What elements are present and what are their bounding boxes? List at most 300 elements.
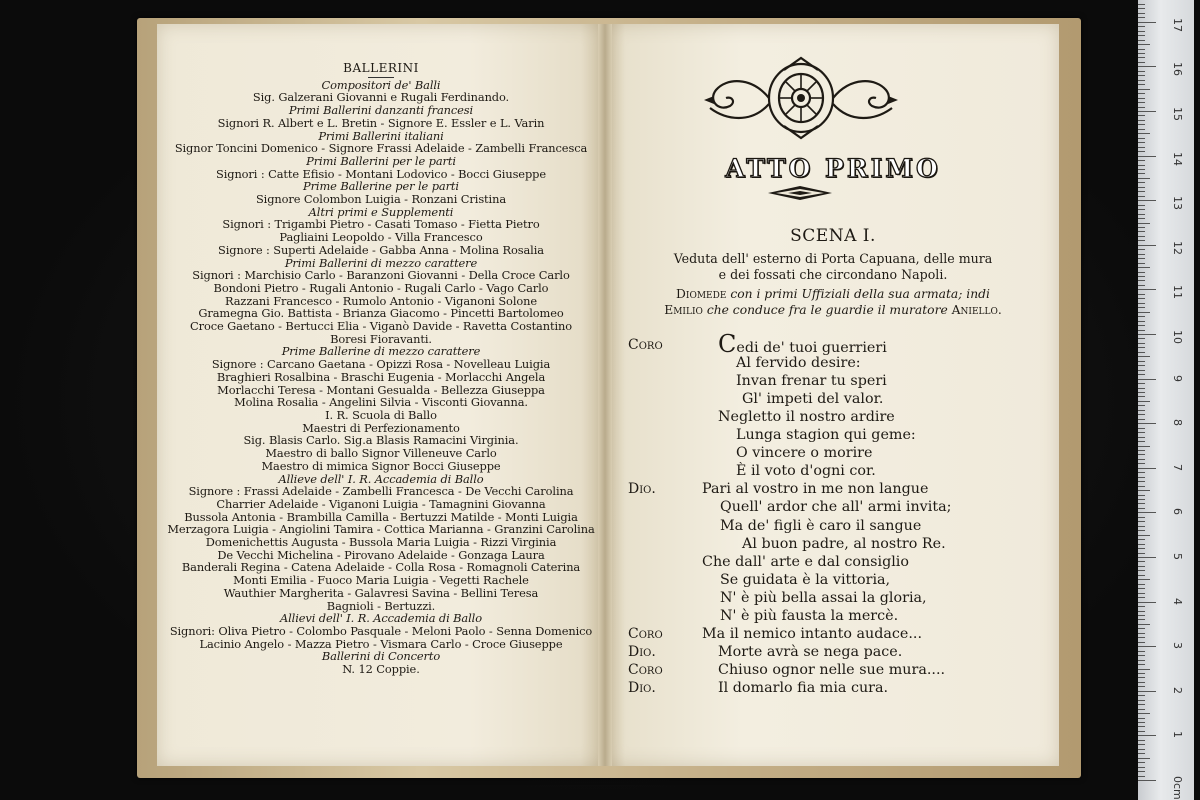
ruler-tick [1138, 588, 1145, 589]
ruler-tick [1138, 111, 1156, 112]
ruler-tick [1138, 566, 1145, 567]
speaker-label: Dio. [628, 481, 656, 498]
verse-text [720, 518, 921, 534]
verse-line: Che dall' arte e dal consiglio [702, 553, 909, 570]
ruler-tick [1138, 338, 1145, 339]
verse-text [718, 644, 902, 660]
ruler-tick [1138, 731, 1145, 732]
ruler-tick [1138, 200, 1156, 201]
ruler-tick [1138, 187, 1145, 188]
ruler-tick [1138, 463, 1145, 464]
ruler-tick [1138, 539, 1145, 540]
ruler-tick [1138, 428, 1145, 429]
stage-text: che conduce fra le guardie il muratore [706, 302, 948, 317]
stage-line [610, 287, 1056, 303]
ruler-tick [1138, 459, 1145, 460]
ballerini-line: Bagnioli - Bertuzzi. [326, 598, 436, 613]
dialogue-line [610, 330, 1050, 358]
ruler-tick [1138, 147, 1145, 148]
ruler-label: 9 [1171, 374, 1184, 382]
ruler-tick [1138, 66, 1156, 67]
ruler-tick [1138, 31, 1145, 32]
ruler-tick [1138, 619, 1145, 620]
ballerini-line: Signor Toncini Domenico - Signore Frassi Adelaide - Zambelli Francesca [174, 141, 588, 156]
ruler-tick [1138, 521, 1145, 522]
ruler-label: 15 [1171, 107, 1184, 121]
ruler-tick [1138, 388, 1145, 389]
verse-line: N' è più fausta la mercè. [720, 607, 899, 624]
ruler-label: 16 [1171, 62, 1184, 77]
ruler-tick [1138, 660, 1145, 661]
verse-text [718, 330, 887, 358]
dialogue-line [610, 644, 1050, 662]
ballerini-line: Altri primi e Supplementi [308, 204, 454, 219]
ruler-tick [1138, 490, 1150, 491]
ballerini-line: Croce Gaetano - Bertucci Elia - Viganò Davide - Ravetta Costantino [189, 319, 573, 334]
ruler-tick [1138, 334, 1156, 335]
ballerini-line: Braghieri Rosalbina - Braschi Eugenia - Morlacchi Angela [216, 369, 546, 384]
ruler-tick [1138, 472, 1145, 473]
ruler-tick [1138, 191, 1145, 192]
verse-text [736, 463, 876, 479]
ruler-tick [1138, 245, 1156, 246]
ruler-tick [1138, 410, 1145, 411]
ruler-tick [1138, 735, 1156, 736]
ruler-tick [1138, 142, 1145, 143]
dialogue-line [610, 518, 1050, 536]
speaker-label: Coro [628, 661, 663, 678]
ruler-tick [1138, 13, 1145, 14]
ballerini-line: Sig. Blasis Carlo. Sig.a Blasis Ramacini Virginia. [243, 433, 519, 448]
ruler-tick [1138, 762, 1145, 763]
ballerini-line: Primi Ballerini italiani [318, 128, 444, 143]
ruler-tick [1138, 263, 1145, 264]
ruler-tick [1138, 71, 1145, 72]
dialogue-line [610, 391, 1050, 409]
ruler-tick [1138, 414, 1145, 415]
ballerini-line: Banderali Regina - Catena Adelaide - Colla Rosa - Romagnoli Caterina [181, 560, 581, 575]
ballerini-line: Allievi dell' I. R. Accademia di Ballo [280, 611, 482, 626]
ruler-tick [1138, 249, 1145, 250]
ballerini-line: Sig. Galzerani Giovanni e Rugali Ferdinando. [252, 90, 510, 105]
ruler-tick [1138, 214, 1145, 215]
ruler-label: 12 [1171, 240, 1184, 255]
ballerini-line: Maestro di ballo Signor Villeneuve Carlo [265, 446, 497, 461]
ruler-tick [1138, 553, 1145, 554]
ruler-tick [1138, 579, 1150, 580]
ruler-tick [1138, 129, 1145, 130]
speaker-label: Dio. [628, 643, 656, 660]
verse-line: Se guidata è la vittoria, [720, 571, 891, 588]
ruler-tick [1138, 441, 1145, 442]
ruler-tick [1138, 446, 1150, 447]
ballerini-line: Boresi Fioravanti. [330, 331, 432, 346]
ballerini-line: N. 12 Coppie. [342, 662, 420, 677]
drop-cap: C [718, 330, 737, 358]
ruler-tick [1138, 655, 1145, 656]
ruler-tick [1138, 628, 1145, 629]
ruler-tick [1138, 700, 1145, 701]
ruler-tick [1138, 726, 1145, 727]
ballerini-line: Lacinio Angelo - Mazza Pietro - Vismara Carlo - Croce Giuseppe [199, 636, 563, 651]
ruler-tick [1138, 544, 1145, 545]
ruler-tick [1138, 454, 1145, 455]
ballerini-line: Razzani Francesco - Rumolo Antonio - Viganoni Solone [225, 293, 537, 308]
ruler-tick [1138, 423, 1156, 424]
ruler-tick [1138, 236, 1145, 237]
ruler-tick [1138, 526, 1145, 527]
ruler-tick [1138, 4, 1145, 5]
ruler-tick [1138, 396, 1145, 397]
ballerini-line: Compositori de' Balli [321, 77, 441, 92]
ruler-tick [1138, 276, 1145, 277]
ruler-tick [1138, 718, 1145, 719]
ruler-tick [1138, 713, 1150, 714]
ruler-tick [1138, 615, 1145, 616]
ruler-tick [1138, 231, 1145, 232]
act-title: ATTO PRIMO [725, 154, 941, 183]
ballerini-line: Primi Ballerini per le parti [306, 153, 456, 168]
character-name: Diomede [676, 287, 727, 301]
dialogue-line [610, 481, 1050, 499]
ruler-tick [1138, 722, 1145, 723]
ballerini-line: Gramegna Gio. Battista - Brianza Giacomo - Pincetti Bartolomeo [198, 306, 564, 321]
ruler-tick [1138, 205, 1145, 206]
ruler-label: 5 [1171, 553, 1184, 560]
ruler-tick [1138, 165, 1145, 166]
ruler-tick [1138, 611, 1145, 612]
dialogue-line [610, 409, 1050, 427]
ruler-tick [1138, 115, 1145, 116]
ruler-tick [1138, 218, 1145, 219]
ruler-tick [1138, 35, 1145, 36]
ruler-tick [1138, 22, 1156, 23]
dialogue-line [610, 427, 1050, 445]
dialogue-line [610, 590, 1050, 608]
ruler-tick [1138, 758, 1150, 759]
ruler-tick [1138, 227, 1145, 228]
verse-text [736, 427, 916, 443]
ruler-tick [1138, 84, 1145, 85]
ruler-label: 11 [1171, 285, 1184, 300]
ruler-tick [1138, 584, 1145, 585]
ruler-tick [1138, 780, 1156, 781]
ruler-tick [1138, 691, 1156, 692]
ballerini-line: Allieve dell' I. R. Accademia di Ballo [278, 471, 484, 486]
ruler-tick [1138, 107, 1145, 108]
ruler-tick [1138, 499, 1145, 500]
ruler-tick [1138, 593, 1145, 594]
ruler-label: 7 [1171, 463, 1184, 471]
ruler-tick [1138, 575, 1145, 576]
ruler-tick [1138, 347, 1145, 348]
ruler-tick [1138, 468, 1156, 469]
ballerini-line: I. R. Scuola di Ballo [325, 407, 437, 422]
ruler-label: 14 [1171, 151, 1184, 166]
ruler-tick [1138, 321, 1145, 322]
ruler-tick [1138, 517, 1145, 518]
ballerini-line: Prime Ballerine per le parti [303, 179, 459, 194]
ballerini-line: Merzagora Luigia - Angiolini Tamira - Cottica Marianna - Granzini Carolina [167, 522, 595, 537]
ballerini-line: Signori R. Albert e L. Bretin - Signore E. Essler e L. Varin [217, 115, 545, 130]
verse-line: Lunga stagion qui geme: [736, 427, 916, 444]
verse-text [720, 499, 951, 515]
ruler-tick [1138, 330, 1145, 331]
ballerini-line: Signore : Frassi Adelaide - Zambelli Francesca - De Vecchi Carolina [188, 484, 574, 499]
verse-line: Chiuso ognor nelle sue mura.... [718, 661, 946, 678]
dialogue-line [610, 554, 1050, 572]
verse-text [742, 536, 946, 552]
ruler-tick [1138, 303, 1145, 304]
ruler-tick [1138, 98, 1145, 99]
ballerini-line: Maestri di Perfezionamento [302, 420, 460, 435]
ruler-tick [1138, 374, 1145, 375]
dialogue-line [610, 680, 1050, 698]
ruler-tick [1138, 379, 1156, 380]
verse-line: È il voto d'ogni cor. [736, 463, 876, 480]
ballerini-line: Ballerini di Concerto [321, 649, 441, 664]
ruler-tick [1138, 62, 1145, 63]
ballerini-line: Signore : Superti Adelaide - Gabba Anna - Molina Rosalia [218, 242, 544, 257]
diamond-ornament-icon [768, 186, 832, 200]
measuring-ruler [1138, 0, 1194, 800]
ruler-label: 13 [1171, 196, 1184, 211]
ruler-tick [1138, 26, 1145, 27]
verse-text [736, 445, 872, 461]
ruler-tick [1138, 138, 1145, 139]
dialogue-line [610, 662, 1050, 680]
dialogue-line [610, 463, 1050, 481]
ruler-tick [1138, 548, 1145, 549]
ruler-tick [1138, 776, 1145, 777]
page-title: BALLERINI [343, 61, 419, 75]
ruler-tick [1138, 133, 1150, 134]
ruler-label: 2 [1171, 686, 1184, 694]
ruler-tick [1138, 93, 1145, 94]
ruler-tick [1138, 686, 1145, 687]
dialogue-line [610, 499, 1050, 517]
scene-title: SCENA I. [790, 226, 876, 246]
ruler-tick [1138, 356, 1150, 357]
speaker-label: Dio. [628, 679, 656, 696]
ruler-tick [1138, 196, 1145, 197]
ruler-tick [1138, 173, 1145, 174]
verse-line: N' è più bella assai la gloria, [720, 589, 927, 606]
ballerini-line: Prime Ballerine di mezzo carattere [281, 344, 481, 359]
verse-line: Quell' ardor che all' armi invita; [720, 499, 952, 516]
ballerini-line: Morlacchi Teresa - Montani Gesualda - Bellezza Giuseppa [217, 382, 545, 397]
verse-text [702, 481, 928, 497]
ruler-tick [1138, 477, 1145, 478]
ballerini-line: Wauthier Margherita - Galavresi Savina - Bellini Teresa [223, 585, 539, 600]
dialogue-line [610, 445, 1050, 463]
verse-line: edi de' tuoi guerrieri [736, 340, 887, 356]
description-line: Veduta dell' esterno di Porta Capuana, delle mura [673, 251, 993, 266]
ruler-tick [1138, 307, 1145, 308]
verse-text [718, 680, 888, 696]
ruler-tick [1138, 664, 1145, 665]
ballerini-line: Bondoni Pietro - Rugali Antonio - Rugali Carlo - Vago Carlo [213, 280, 549, 295]
verse-text [702, 554, 909, 570]
verse-line: Pari al vostro in me non langue [702, 481, 929, 498]
ballerini-line: Signori : Catte Efisio - Montani Lodovico - Bocci Giuseppe [216, 166, 546, 181]
verse-text [720, 572, 890, 588]
ruler-tick [1138, 767, 1145, 768]
ruler-tick [1138, 486, 1145, 487]
ruler-tick [1138, 405, 1145, 406]
ruler-tick [1138, 160, 1145, 161]
ballerini-line: Primi Ballerini danzanti francesi [288, 103, 474, 118]
verse-line: Al buon padre, al nostro Re. [742, 535, 946, 552]
ruler-tick [1138, 508, 1145, 509]
ruler-tick [1138, 285, 1145, 286]
ruler-tick [1138, 503, 1145, 504]
ballerini-line: Primi Ballerini di mezzo carattere [284, 255, 478, 270]
verse-text [736, 373, 887, 389]
ballerini-line: Pagliaini Leopoldo - Villa Francesco [279, 230, 483, 245]
verse-line: Ma il nemico intanto audace... [702, 625, 923, 642]
ruler-tick [1138, 704, 1145, 705]
ballerini-line: Domenichettis Augusta - Bussola Maria Luigia - Rizzi Virginia [205, 535, 557, 550]
ballerini-line: Maestro di mimica Signor Bocci Giuseppe [261, 458, 501, 473]
ruler-tick [1138, 597, 1145, 598]
verse-line: Ma de' figli è caro il sangue [720, 517, 922, 534]
ballerini-lines [165, 79, 597, 676]
ruler-tick [1138, 120, 1145, 121]
scene-description [610, 251, 1056, 283]
ruler-tick [1138, 642, 1145, 643]
ruler-tick [1138, 289, 1156, 290]
ballerini-line: Signore : Carcano Gaetana - Opizzi Rosa - Novelleau Luigia [211, 357, 551, 372]
dialogue-line [610, 608, 1050, 626]
dialogue-line [610, 626, 1050, 644]
ruler-tick [1138, 673, 1145, 674]
ruler-tick [1138, 312, 1150, 313]
stage-line [610, 303, 1056, 319]
ballerini-line: Monti Emilia - Fuoco Maria Luigia - Vegetti Rachele [233, 573, 529, 588]
verse-line: Invan frenar tu speri [736, 373, 887, 390]
dialogue-line [610, 536, 1050, 554]
ruler-tick [1138, 325, 1145, 326]
verse-text [702, 626, 922, 642]
ruler-tick [1138, 651, 1145, 652]
ruler-label: 4 [1171, 597, 1184, 605]
ballerini-line: Bussola Antonia - Brambilla Camilla - Bertuzzi Matilde - Monti Luigia [184, 509, 578, 524]
ruler-tick [1138, 280, 1145, 281]
verse-line: Gl' impeti del valor. [742, 391, 884, 408]
ruler-tick [1138, 481, 1145, 482]
ballerini-line: Molina Rosalia - Angelini Silvia - Visconti Giovanna. [234, 395, 528, 410]
ruler-tick [1138, 633, 1145, 634]
ruler-tick [1138, 669, 1150, 670]
ruler-tick [1138, 682, 1145, 683]
ruler-tick [1138, 298, 1145, 299]
ruler-tick [1138, 102, 1145, 103]
ruler-tick [1138, 709, 1145, 710]
ruler-tick [1138, 695, 1145, 696]
ballerini-line: De Vecchi Michelina - Pirovano Adelaide - Gonzaga Laura [217, 547, 545, 562]
ruler-tick [1138, 646, 1156, 647]
verse-text [718, 662, 945, 678]
ruler-label: 1 [1171, 731, 1184, 739]
verse-line: Il domarlo fia mia cura. [718, 679, 889, 696]
ruler-tick [1138, 80, 1145, 81]
ruler-tick [1138, 272, 1145, 273]
ruler-tick [1138, 535, 1150, 536]
ballerini-line: Signori : Trigambi Pietro - Casati Tomaso - Fietta Pietro [222, 217, 540, 232]
ruler-tick [1138, 624, 1150, 625]
ruler-tick [1138, 182, 1145, 183]
ruler-tick [1138, 365, 1145, 366]
ruler-tick [1138, 40, 1145, 41]
ruler-tick [1138, 392, 1145, 393]
ruler-tick [1138, 557, 1156, 558]
ruler-tick [1138, 75, 1145, 76]
ruler-tick [1138, 495, 1145, 496]
ballerini-line: Charrier Adelaide - Viganoni Luigia - Tamagnini Giovanna [216, 496, 546, 511]
verse-text [718, 409, 895, 425]
ruler-tick [1138, 606, 1145, 607]
ruler-tick [1138, 749, 1145, 750]
description-line: e dei fossati che circondano Napoli. [718, 267, 948, 282]
ruler-tick [1138, 53, 1145, 54]
ruler-tick [1138, 8, 1145, 9]
verse-text [742, 391, 883, 407]
ballerini-line: Signore Colombon Luigia - Ronzani Cristina [255, 192, 507, 207]
ruler-tick [1138, 561, 1145, 562]
character-name: Emilio [664, 302, 703, 317]
ruler-label: 17 [1171, 17, 1184, 32]
ruler-tick [1138, 89, 1150, 90]
ruler-tick [1138, 169, 1145, 170]
verse-line: Al fervido desire: [736, 355, 861, 372]
ruler-tick [1138, 450, 1145, 451]
ruler-tick [1138, 530, 1145, 531]
ruler-label: 0cm [1171, 776, 1184, 800]
ballerini-list [165, 62, 597, 676]
ruler-tick [1138, 361, 1145, 362]
ruler-tick [1138, 17, 1145, 18]
ruler-tick [1138, 57, 1145, 58]
ballerini-line: Signori: Oliva Pietro - Colombo Pasquale - Meloni Paolo - Senna Domenico [169, 623, 593, 638]
ruler-tick [1138, 383, 1145, 384]
ruler-tick [1138, 677, 1145, 678]
ruler-tick [1138, 316, 1145, 317]
speaker-label: Coro [628, 337, 663, 353]
ruler-tick [1138, 294, 1145, 295]
verse-line: Morte avrà se nega pace. [718, 643, 903, 660]
ruler-tick [1138, 156, 1156, 157]
ruler-tick [1138, 178, 1150, 179]
ruler-tick [1138, 267, 1150, 268]
ruler-tick [1138, 254, 1145, 255]
verse-line: O vincere o morire [736, 445, 873, 462]
ruler-tick [1138, 437, 1145, 438]
verse-text [736, 355, 861, 371]
ruler-tick [1138, 637, 1145, 638]
ruler-tick [1138, 771, 1145, 772]
ruler-tick [1138, 240, 1145, 241]
ruler-tick [1138, 432, 1145, 433]
verse-text [720, 590, 927, 606]
ruler-label: 6 [1171, 508, 1184, 516]
ruler-tick [1138, 570, 1145, 571]
ruler-tick [1138, 602, 1156, 603]
ruler-tick [1138, 352, 1145, 353]
ruler-tick [1138, 258, 1145, 259]
dialogue-line [610, 355, 1050, 373]
speaker-label: Coro [628, 625, 663, 642]
